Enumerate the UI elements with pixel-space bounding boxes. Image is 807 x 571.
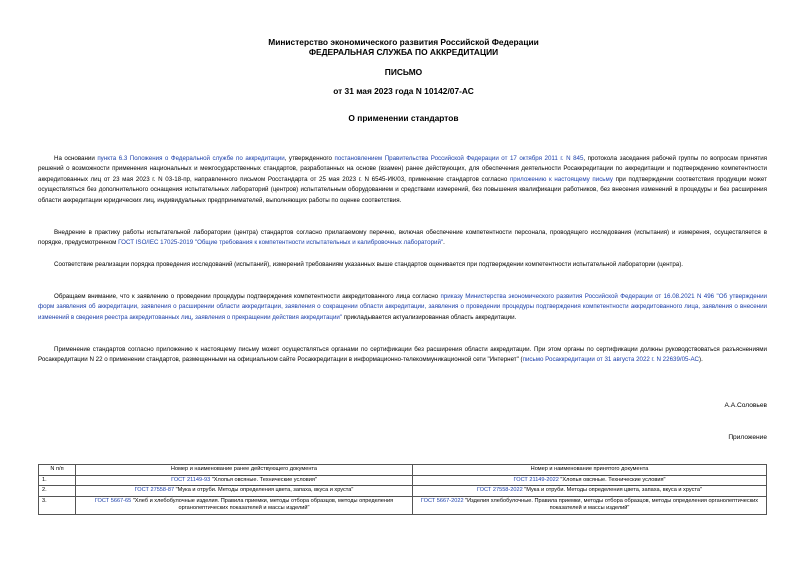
signatory-name: А.А.Соловьев xyxy=(724,402,767,409)
table-header-row xyxy=(39,465,767,476)
text: ). xyxy=(699,356,703,364)
previous-document-cell xyxy=(76,496,413,514)
adopted-gost-title: "Мука и отруби. Методы определения цвета, запаха, вкуса и хруста" xyxy=(522,487,703,494)
link-government-decree[interactable]: постановлением Правительства Российской Федерации от 17 октября 2011 г. N 845 xyxy=(334,155,584,162)
previous-gost-title: "Хлопья овсяные. Технические условия" xyxy=(210,476,317,483)
link-regulation-clause[interactable]: пункта 6.3 Положения о Федеральной службе по аккредитации xyxy=(97,155,285,162)
document-subject: О применении стандартов xyxy=(348,113,459,123)
adopted-gost-title: "Хлопья овсяные. Технические условия" xyxy=(558,476,666,483)
row-number: 2. xyxy=(39,486,76,497)
adopted-document-cell xyxy=(413,496,767,514)
text: . xyxy=(443,239,445,247)
previous-gost-link[interactable]: ГОСТ 21149-93 xyxy=(171,476,211,483)
text: при подтверждении соответствия продукции может осуществляться без дополнительного оснащения испытательных лабораторий (центров) испытательным оборудованием и средствами измерений, без повышения квалификации работников, без внесения изменений в процедуры и без расширения области аккредитации юридических лиц, индивидуальных предпринимателей, выполняющих работы по оценке соответствия. xyxy=(38,175,767,204)
column-header-adopted-document: Номер и наименование принятого документа xyxy=(413,465,767,476)
adopted-gost-link[interactable]: ГОСТ 5667-2022 xyxy=(420,497,464,504)
table-row xyxy=(39,486,767,497)
adopted-gost-link[interactable]: ГОСТ 27558-2022 xyxy=(476,487,523,494)
table-row xyxy=(39,475,767,486)
previous-gost-link[interactable]: ГОСТ 5667-65 xyxy=(94,497,132,504)
column-header-previous-document: Номер и наименование ранее действующего документа xyxy=(76,465,413,476)
column-header-number: N п/п xyxy=(39,465,76,476)
paragraph-implementation xyxy=(38,228,767,249)
text: , утвержденного xyxy=(284,155,335,162)
agency-name: ФЕДЕРАЛЬНАЯ СЛУЖБА ПО АККРЕДИТАЦИИ xyxy=(308,47,499,57)
text: Обращаем внимание, что к заявлению о проведении процедуры подтверждения компетентности аккредитованного лица согласно xyxy=(54,293,441,300)
paragraph-legal-basis xyxy=(38,154,767,206)
adopted-gost-title: "Изделия хлебобулочные. Правила приемки, методы отбора образцов, методы определения органолептических показателей и массы изделий" xyxy=(463,497,759,512)
link-gost-iso-iec-17025[interactable]: ГОСТ ISO/IEC 17025-2019 "Общие требования к компетентности испытательных и калибровочных лабораторий" xyxy=(118,239,444,247)
text: , протокола заседания рабочей группы по вопросам принятия решений о возможности применения национальных и межгосударственных стандартов, разработанных на основе (взамен) ранее действующих, для обеспечения деятельности Росаккредитации по аккредитации и подтверждению компетентности аккредитованных лиц от 23 мая 2023 г. N 03-18-пр, направленного письмом Росстандарта от 25 мая 2023 г. N 6545-ИК/03, применение стандартов согласно xyxy=(38,155,767,183)
text: Соответствие реализации порядка проведения исследований (испытаний), измерений требованиям указанных выше стандартов оценивается при подтверждении компетентности испытательной лаборатории (центра). xyxy=(54,261,683,268)
paragraph-compliance xyxy=(38,260,767,270)
previous-document-cell xyxy=(76,475,413,486)
adopted-document-cell xyxy=(413,475,767,486)
text: Внедрение в практику работы испытательной лаборатории (центра) стандартов согласно прилагаемому перечню, включая обеспечение компетентности персонала, проводящего исследования (испытания) и измерения, осуществляется в порядке, предусмотренном xyxy=(38,229,767,247)
standards-table xyxy=(38,464,767,515)
row-number: 1. xyxy=(39,475,76,486)
row-number: 3. xyxy=(39,496,76,514)
previous-gost-link[interactable]: ГОСТ 27558-87 xyxy=(134,487,175,494)
previous-document-cell xyxy=(76,486,413,497)
previous-gost-title: "Хлеб и хлебобулочные изделия. Правила приемки, методы отбора образцов, методы определения органолептических показателей и массы изделий" xyxy=(131,497,394,512)
ministry-name: Министерство экономического развития Российской Федерации xyxy=(268,37,539,47)
text: На основании xyxy=(54,155,98,162)
adopted-gost-link[interactable]: ГОСТ 21149-2022 xyxy=(513,476,559,483)
table-row xyxy=(39,496,767,514)
previous-gost-title: "Мука и отруби. Методы определения цвета, запаха, вкуса и хруста" xyxy=(174,487,354,494)
paragraph-attention xyxy=(38,292,767,323)
document-type: ПИСЬМО xyxy=(384,67,423,77)
link-appendix[interactable]: приложению к настоящему письму xyxy=(509,175,613,183)
paragraph-certification-bodies xyxy=(38,345,767,366)
appendix-label: Приложение xyxy=(728,434,767,441)
text: Применение стандартов согласно приложению к настоящему письму может осуществляться органами по сертификации без расширения области аккредитации. При этом органы по сертификации должны руководствоваться разъяснениями Росаккредитации N 22 о применении стандартов, размещенными на официальном сайте Росаккредитации в информационно-телекоммуникационной сети "Интернет" ( xyxy=(38,346,767,364)
link-ministry-order[interactable]: приказу Министерства экономического развития Российской Федерации от 16.08.2021 N 496 "Об утверждении форм заявления об аккредитации, заявления о расширении области аккредитации, заявления о сокращении области аккредитации, заявления о проведении процедуры подтверждения компетентности аккредитованного лица, заявления о внесении изменений в сведения реестра аккредитованных лиц, заявления о прекращении действия аккредитации" xyxy=(38,293,768,321)
text: прикладывается актуализированная область аккредитации. xyxy=(342,313,517,321)
link-rosaccreditation-letter[interactable]: письмо Росаккредитации от 31 августа 2022 г. N 22639/05-АС xyxy=(522,356,700,364)
adopted-document-cell xyxy=(413,486,767,497)
document-date-number: от 31 мая 2023 года N 10142/07-АС xyxy=(333,86,474,96)
